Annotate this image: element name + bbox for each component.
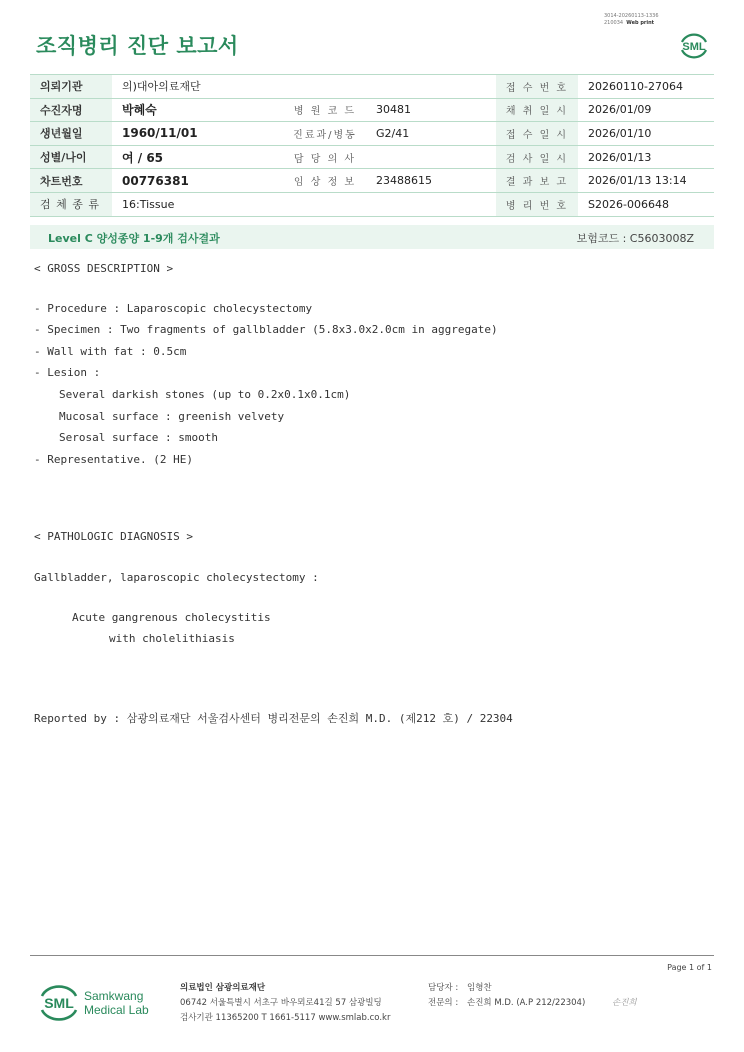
label-test-date: 검 사 일 시 (496, 145, 578, 169)
test-name: Level C 양성종양 1-9개 검사결과 (48, 232, 220, 245)
label-sex-age: 성별/나이 (30, 145, 112, 169)
insurance-code: 보험코드 : C5603008Z (576, 232, 694, 245)
sml-logo-text: SML (682, 41, 706, 53)
value-specimen-type: 16:Tissue (112, 192, 496, 216)
info-row (30, 75, 714, 99)
value-test-date: 2026/01/13 (578, 145, 714, 169)
info-row (30, 192, 714, 216)
org-name: 의료법인 삼광의료재단 (180, 983, 266, 993)
label-patient-name: 수진자명 (30, 98, 112, 122)
diagnosis-heading: < PATHOLOGIC DIAGNOSIS > (34, 530, 193, 543)
value-sex-age: 여 / 65 (112, 145, 284, 169)
label-hospital-code: 병 원 코 드 (284, 98, 366, 122)
samkwang-logo-icon (38, 980, 158, 1028)
value-result-report: 2026/01/13 13:14 (578, 169, 714, 193)
org-contact: 검사기관 11365200 T 1661-5117 www.smlab.co.kr (180, 1013, 391, 1023)
print-mode: Web print (626, 20, 655, 26)
value-birth-date: 1960/11/01 (112, 122, 284, 146)
value-accession-no: 20260110-27064 (578, 75, 714, 99)
gross-line: Mucosal surface : greenish velvety (59, 410, 285, 423)
gross-line: Several darkish stones (up to 0.2x0.1x0.1cm) (59, 388, 351, 401)
value-chart-no: 00776381 (112, 169, 284, 193)
org-address: 06742 서울특별시 서초구 바우뫼로41길 57 삼광빌딩 (180, 998, 382, 1008)
logo-name-line2: Medical Lab (84, 1003, 149, 1017)
gross-line: - Procedure : Laparoscopic cholecystectomy (34, 302, 313, 315)
patient-info-table (30, 74, 714, 217)
label-pathology-no: 병 리 번 호 (496, 192, 578, 216)
label-chart-no: 차트번호 (30, 169, 112, 193)
value-patient-name: 박혜숙 (112, 98, 284, 122)
label-physician: 담 당 의 사 (284, 145, 366, 169)
reported-by: Reported by : 삼광의료재단 서울검사센터 병리전문의 손진희 M.D. (제212 호) / 22304 (34, 712, 513, 725)
print-id-line2: 210034 (604, 20, 624, 26)
sml-logo-icon (676, 28, 712, 62)
label-result-report: 결 과 보 고 (496, 169, 578, 193)
label-clinical-info: 임 상 정 보 (284, 169, 366, 193)
value-pathology-no: S2026-006648 (578, 192, 714, 216)
page-number: Page 1 of 1 (667, 963, 712, 972)
diagnosis-line: with cholelithiasis (109, 632, 235, 645)
value-requesting-org: 의)대아의료재단 (112, 75, 496, 99)
value-physician (366, 145, 496, 169)
gross-line: Serosal surface : smooth (59, 431, 218, 444)
specialist-label: 전문의 : (428, 998, 459, 1008)
label-specimen-type: 검 체 종 류 (30, 192, 112, 216)
print-id (604, 13, 659, 27)
specialist-name: 손진희 M.D. (A.P 212/22304) (467, 998, 586, 1008)
label-collection-date: 채 취 일 시 (496, 98, 578, 122)
report-title: 조직병리 진단 보고서 (36, 34, 239, 58)
print-id-line1: 3014-20260113-1336 (604, 13, 659, 19)
manager-name: 임형찬 (467, 983, 492, 993)
info-row (30, 98, 714, 122)
label-department: 진료과/병동 (284, 122, 366, 146)
logo-text: SML (44, 995, 74, 1011)
value-received-date: 2026/01/10 (578, 122, 714, 146)
label-accession-no: 접 수 번 호 (496, 75, 578, 99)
gross-line: - Representative. (2 HE) (34, 453, 193, 466)
gross-line: - Wall with fat : 0.5cm (34, 345, 187, 358)
value-clinical-info: 23488615 (366, 169, 496, 193)
value-collection-date: 2026/01/09 (578, 98, 714, 122)
info-row (30, 169, 714, 193)
gross-heading: < GROSS DESCRIPTION > (34, 262, 174, 275)
gross-line: - Specimen : Two fragments of gallbladder (5.8x3.0x2.0cm in aggregate) (34, 323, 498, 336)
label-requesting-org: 의뢰기관 (30, 75, 112, 99)
diagnosis-site: Gallbladder, laparoscopic cholecystectomy : (34, 571, 319, 584)
label-received-date: 접 수 일 시 (496, 122, 578, 146)
label-birth-date: 생년월일 (30, 122, 112, 146)
diagnosis-line: Acute gangrenous cholecystitis (72, 611, 271, 624)
logo-name-line1: Samkwang (84, 989, 144, 1003)
value-hospital-code: 30481 (366, 98, 496, 122)
info-row (30, 145, 714, 169)
manager-label: 담당자 : (428, 983, 459, 993)
info-row (30, 122, 714, 146)
footer-divider (30, 955, 714, 956)
gross-line: - Lesion : (34, 366, 101, 379)
value-department: G2/41 (366, 122, 496, 146)
signature: 손진희 (612, 998, 637, 1008)
